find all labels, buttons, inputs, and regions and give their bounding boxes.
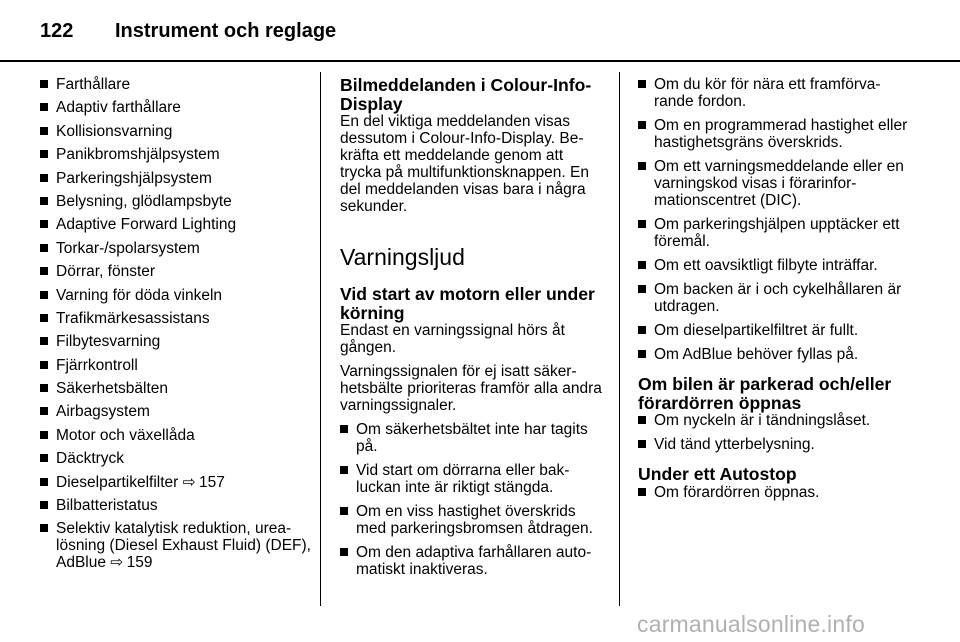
list-item: Motor och växellåda [40, 427, 312, 444]
list-item: Panikbromshjälpsystem [40, 146, 312, 163]
page-number: 122 [40, 20, 74, 42]
page-title: Instrument och reglage [115, 20, 337, 42]
page-ref-number[interactable]: 159 [126, 554, 153, 572]
page-ref-arrow-icon[interactable]: ⇨ [182, 473, 196, 491]
list-item: Belysning, glödlampsbyte [40, 193, 312, 210]
paragraph: En del viktiga meddelanden visas dessutom i Colour-Info-Display. Be-kräfta ett meddelande genom att trycka på multifunktionsknappen. En del meddelanden visas bara i några sekunder. [340, 113, 589, 215]
list-item: Fjärrkontroll [40, 357, 312, 374]
section-heading: Bilmeddelanden i Colour-Info-Display [340, 75, 592, 114]
list-item: Om en viss hastighet överskrids med parkeringsbromsen åtdragen. [340, 503, 602, 537]
list-item: Om säkerhetsbältet inte har tagits på. [340, 421, 602, 455]
warning-list [638, 484, 908, 501]
list-item: Torkar-/spolarsystem [40, 240, 312, 257]
list-item-dpf [40, 474, 312, 491]
warning-list [638, 76, 908, 363]
list-item: Parkeringshjälpsystem [40, 170, 312, 187]
list-item: Trafikmärkesassistans [40, 310, 312, 327]
list-item: Dörrar, fönster [40, 263, 312, 280]
list-item: Om dieselpartikelfiltret är fullt. [638, 322, 908, 339]
scr-text: Selektiv katalytisk reduktion, urea-lösning (Diesel Exhaust Fluid) (DEF), AdBlue [56, 520, 311, 572]
list-item: Adaptive Forward Lighting [40, 216, 312, 233]
list-item: Om du kör för nära ett framförva-rande fordon. [638, 76, 908, 110]
section-heading: Om bilen är parkerad och/eller förardörren öppnas [638, 374, 892, 413]
section-heading: Vid start av motorn eller under körning [340, 284, 595, 323]
list-item: Vid start om dörrarna eller bak-luckan inte är riktigt stängda. [340, 462, 602, 496]
paragraph: Varningssignalen för ej isatt säker-hetsbälte prioriteras framför alla andra varningssignaler. [340, 363, 602, 414]
list-item: Varning för döda vinkeln [40, 287, 312, 304]
warning-list [638, 412, 908, 453]
list-item: Om nyckeln är i tändningslåset. [638, 412, 908, 429]
list-item: Om parkeringshjälpen upptäcker ett föremål. [638, 216, 908, 250]
list-item: Om ett varningsmeddelande eller en varningskod visas i förarinfor-mationscentret (DIC). [638, 158, 908, 209]
middle-column [340, 76, 602, 585]
list-item-scr [40, 520, 312, 571]
list-item: Bilbatteristatus [40, 497, 312, 514]
list-item: Om ett oavsiktligt filbyte inträffar. [638, 257, 908, 274]
page-ref-number[interactable]: 157 [198, 473, 225, 491]
list-item: Säkerhetsbälten [40, 380, 312, 397]
list-item: Kollisionsvarning [40, 123, 312, 140]
section-heading: Under ett Autostop [638, 464, 797, 484]
header-rule [0, 60, 960, 62]
watermark: carmanualsonline.info [637, 611, 865, 637]
list-item: Vid tänd ytterbelysning. [638, 436, 908, 453]
chapter-heading: Varningsljud [340, 244, 465, 270]
page-header [0, 0, 960, 62]
column-divider-left [320, 72, 321, 606]
list-item: Om backen är i och cykelhållaren är utdragen. [638, 281, 908, 315]
list-item: Om en programmerad hastighet eller hastighetsgräns överskrids. [638, 117, 908, 151]
list-item: Filbytesvarning [40, 333, 312, 350]
topic-list [40, 76, 312, 571]
warning-list [340, 421, 602, 578]
list-item: Adaptiv farthållare [40, 99, 312, 116]
right-column [638, 76, 908, 508]
dpf-text: Dieselpartikelfilter [56, 473, 179, 491]
list-item: Om den adaptiva farhållaren auto-matiskt inaktiveras. [340, 544, 602, 578]
list-item: Om AdBlue behöver fyllas på. [638, 346, 908, 363]
list-item: Farthållare [40, 76, 312, 93]
paragraph: Endast en varningssignal hörs åt gången. [340, 322, 565, 356]
list-item: Om förardörren öppnas. [638, 484, 908, 501]
page-ref-arrow-icon[interactable]: ⇨ [110, 554, 124, 572]
list-item: Airbagsystem [40, 403, 312, 420]
column-divider-right [619, 72, 620, 606]
left-column [40, 76, 312, 578]
list-item: Däcktryck [40, 450, 312, 467]
